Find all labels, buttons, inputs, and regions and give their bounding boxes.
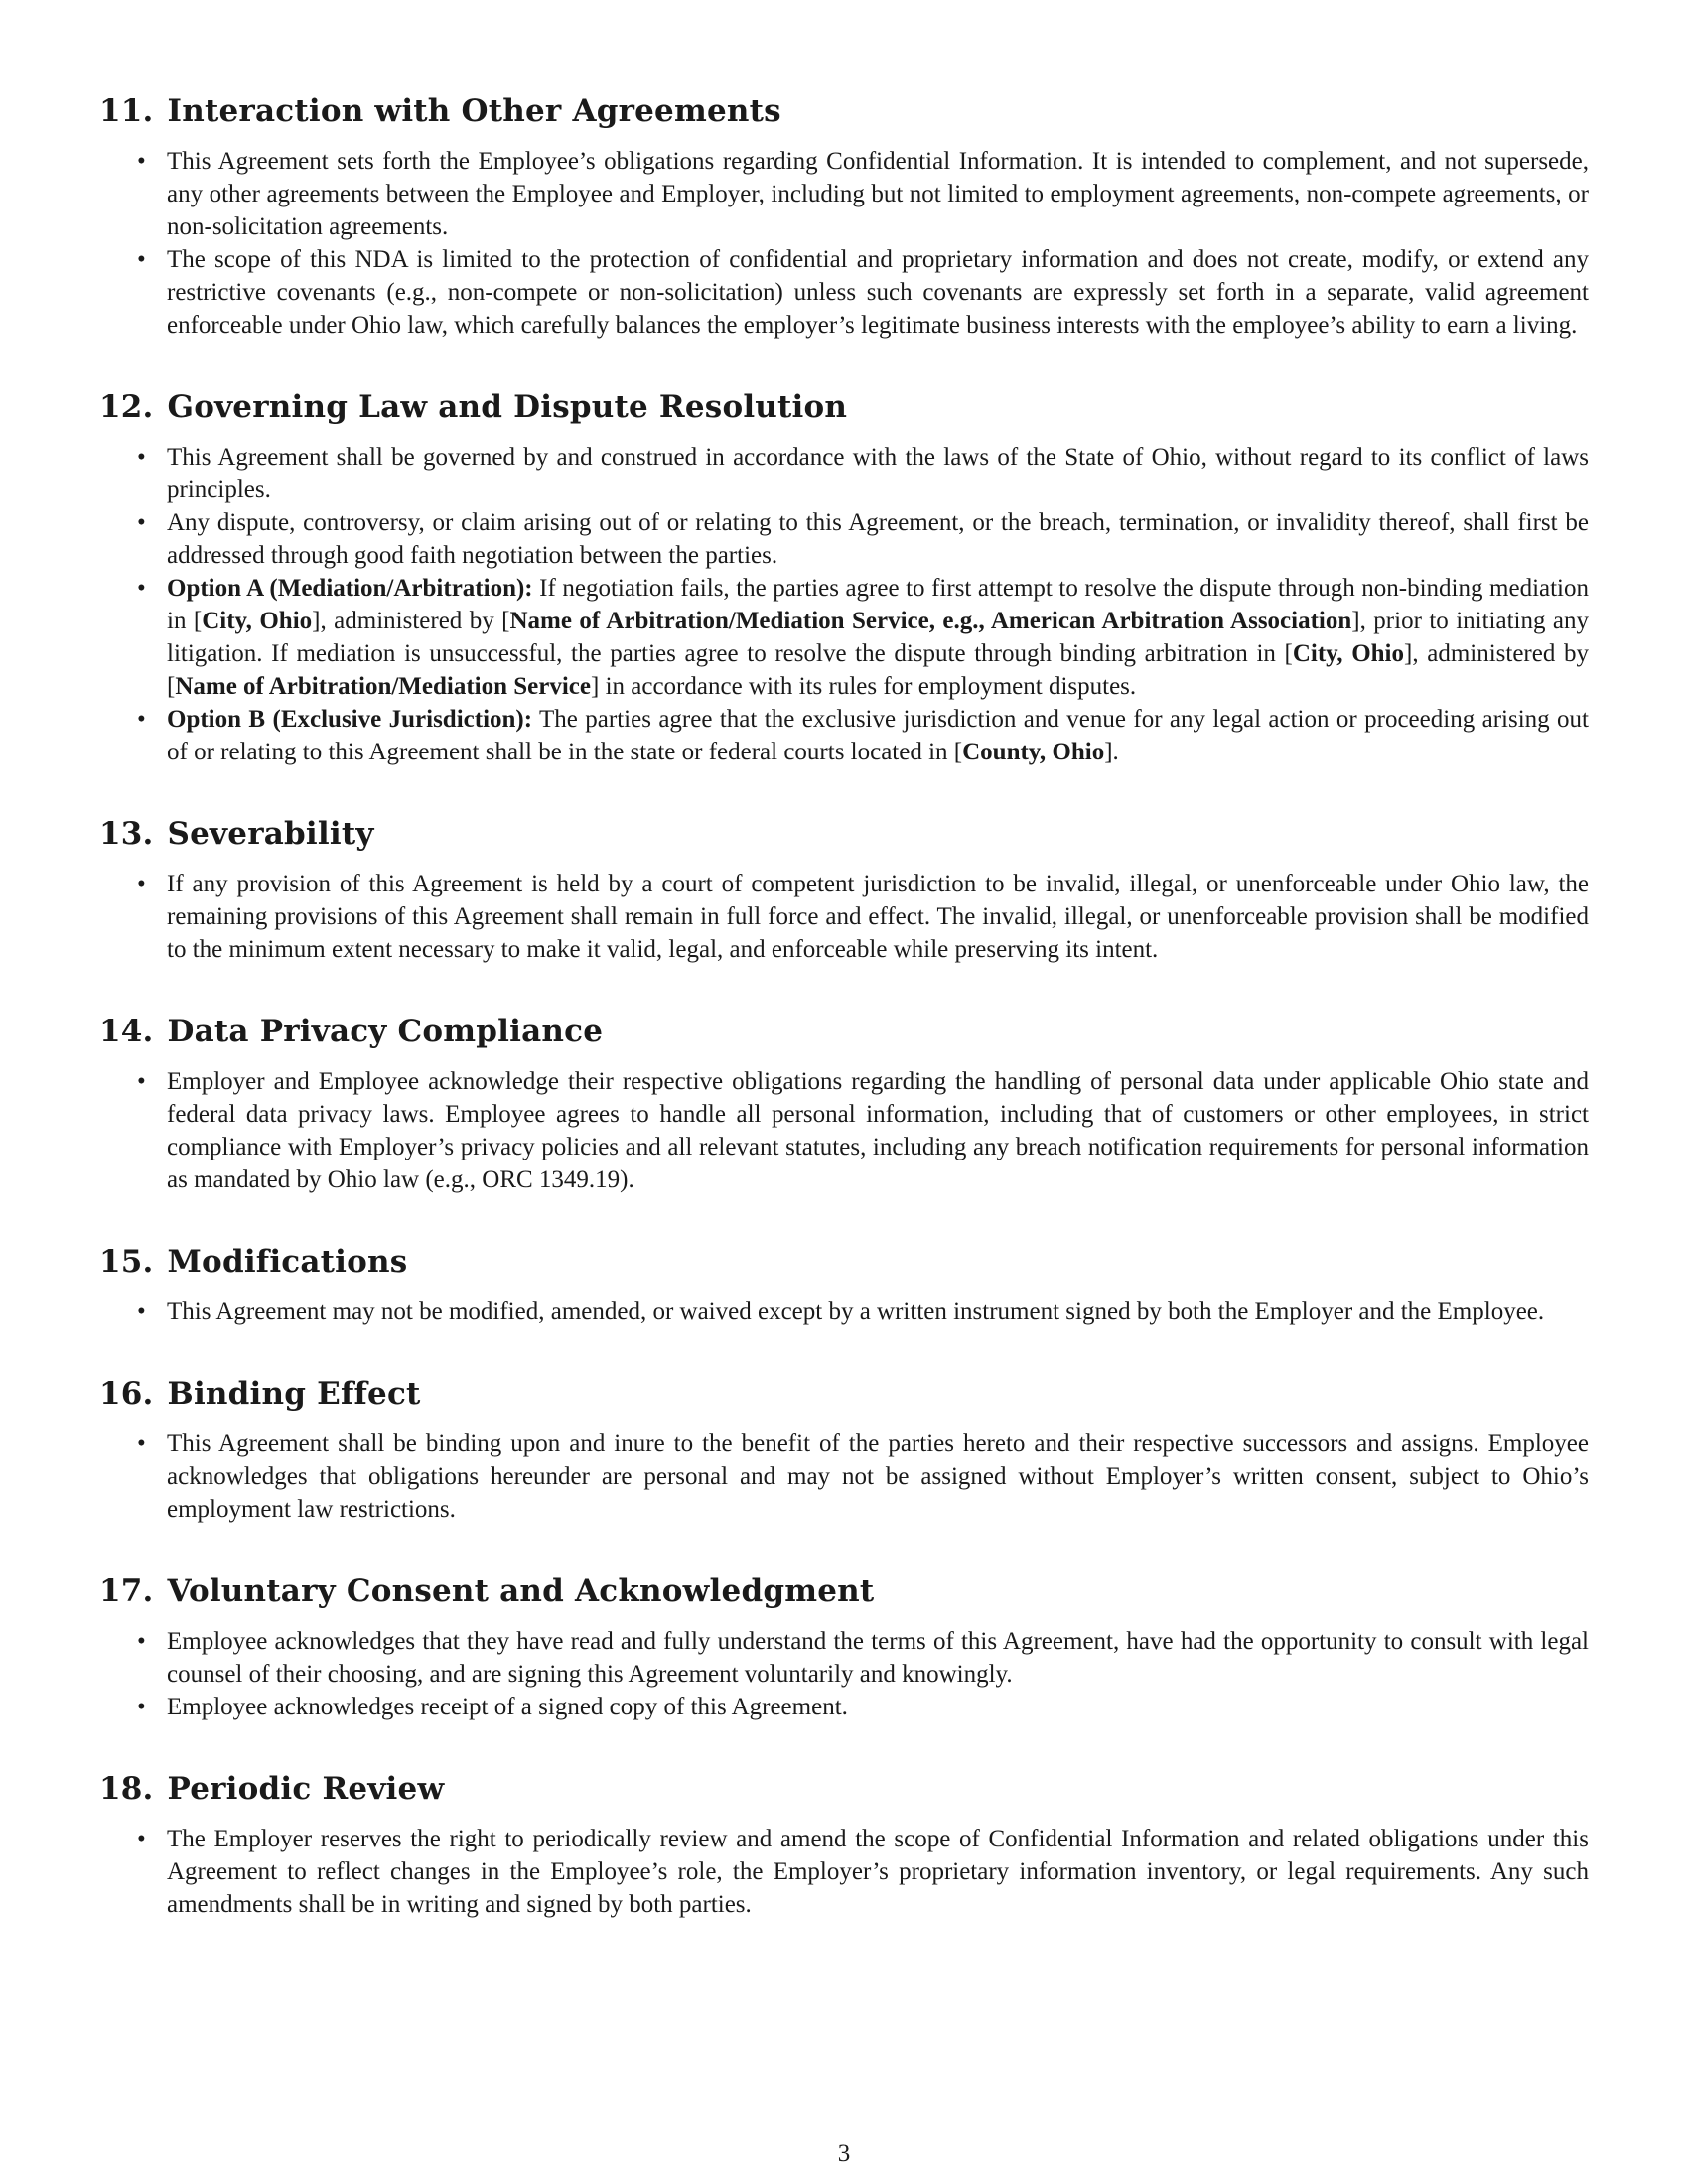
bullet-list	[99, 1823, 1589, 1921]
text-run: If any provision of this Agreement is held by a court of competent jurisdiction to be invalid, illegal, or unenforceable under Ohio law, the remaining provisions of this Agreement shall remain in full force and effect. The invalid, illegal, or unenforceable provision shall be modified to the minimum extent necessary to make it valid, legal, and enforceable while preserving its intent.	[167, 871, 1589, 963]
section-number: 16.	[99, 1376, 154, 1412]
text-run: This Agreement may not be modified, amended, or waived except by a written instrument signed by both the Employer and the Employee.	[167, 1298, 1545, 1325]
bullet-item	[167, 572, 1589, 703]
text-run: The Employer reserves the right to periodically review and amend the scope of Confidential Information and related obligations under this Agreement to reflect changes in the Employee’s role, the Employer’s proprietary information inventory, or legal requirements. Any such amendments shall be in writing and signed by both parties.	[167, 1826, 1589, 1918]
text-run: ], prior to initiating any litigation. If mediation is unsuccessful, the parties agree to resolve the dispute through binding arbitration in [	[167, 608, 1590, 667]
section-title: Severability	[167, 816, 374, 852]
section-number: 15.	[99, 1244, 154, 1280]
text-run: ] in accordance with its rules for employment disputes.	[591, 673, 1137, 700]
text-run: ].	[1104, 739, 1119, 765]
bullet-item	[167, 868, 1589, 966]
bullet-list	[99, 868, 1589, 966]
section-heading	[99, 814, 1589, 854]
text-run: ], administered by [	[312, 608, 510, 634]
section-heading	[99, 1571, 1589, 1611]
section-heading	[99, 1242, 1589, 1282]
section-15	[99, 1242, 1589, 1328]
bullet-item	[167, 1065, 1589, 1196]
section-heading	[99, 387, 1589, 427]
bullet-item	[167, 1296, 1589, 1328]
bullet-list	[99, 145, 1589, 341]
bullet-item	[167, 243, 1589, 341]
bullet-item	[167, 145, 1589, 243]
section-title: Governing Law and Dispute Resolution	[167, 389, 848, 425]
bullet-item	[167, 1823, 1589, 1921]
section-title: Modifications	[167, 1244, 408, 1280]
section-number: 11.	[99, 93, 154, 129]
section-title: Data Privacy Compliance	[167, 1014, 604, 1049]
bullet-item	[167, 703, 1589, 768]
section-heading	[99, 91, 1589, 131]
text-run: The parties agree that the exclusive jurisdiction and venue for any legal action or proceeding arising out of or relating to this Agreement shall be in the state or federal courts located in [	[167, 706, 1589, 765]
section-title: Interaction with Other Agreements	[167, 93, 781, 129]
bullet-list	[99, 441, 1589, 768]
placeholder-service: Name of Arbitration/Mediation Service	[175, 673, 591, 700]
section-13	[99, 814, 1589, 966]
section-17	[99, 1571, 1589, 1723]
option-label: Option A (Mediation/Arbitration):	[167, 575, 533, 602]
page-number: 3	[837, 2140, 851, 2167]
text-run: Employee acknowledges that they have read and fully understand the terms of this Agreement, have had the opportunity to consult with legal counsel of their choosing, and are signing this Agreement voluntarily and knowingly.	[167, 1628, 1589, 1688]
bullet-item	[167, 1625, 1589, 1691]
text-run: Any dispute, controversy, or claim arising out of or relating to this Agreement, or the breach, termination, or invalidity thereof, shall first be addressed through good faith negotiation between the parties.	[167, 509, 1589, 569]
section-number: 12.	[99, 389, 154, 425]
option-label: Option B (Exclusive Jurisdiction):	[167, 706, 533, 733]
section-11	[99, 91, 1589, 341]
bullet-list	[99, 1625, 1589, 1723]
section-heading	[99, 1012, 1589, 1051]
document-page	[99, 91, 1589, 1967]
section-title: Binding Effect	[167, 1376, 421, 1412]
text-run: This Agreement sets forth the Employee’s obligations regarding Confidential Information. It is intended to complement, and not supersede, any other agreements between the Employee and Employer, including but not limited to employment agreements, non-compete agreements, or non-solicitation agreements.	[167, 148, 1589, 240]
section-18	[99, 1769, 1589, 1921]
bullet-list	[99, 1428, 1589, 1526]
bullet-list	[99, 1065, 1589, 1196]
section-12	[99, 387, 1589, 768]
section-heading	[99, 1374, 1589, 1414]
section-16	[99, 1374, 1589, 1526]
placeholder-city: City, Ohio	[1292, 640, 1404, 667]
text-run: This Agreement shall be binding upon and inure to the benefit of the parties hereto and their respective successors and assigns. Employee acknowledges that obligations hereunder are personal and may not be assigned without Employer’s written consent, subject to Ohio’s employment law restrictions.	[167, 1431, 1589, 1523]
bullet-item	[167, 1428, 1589, 1526]
text-run: ], administered by [	[167, 640, 1589, 700]
section-number: 17.	[99, 1573, 154, 1609]
text-run: Employer and Employee acknowledge their respective obligations regarding the handling of personal data under applicable Ohio state and federal data privacy laws. Employee agrees to handle all personal information, including that of customers or other employees, in strict compliance with Employer’s privacy policies and all relevant statutes, including any breach notification requirements for personal information as mandated by Ohio law (e.g., ORC 1349.19).	[167, 1068, 1589, 1193]
section-heading	[99, 1769, 1589, 1809]
section-number: 14.	[99, 1014, 154, 1049]
section-number: 13.	[99, 816, 154, 852]
text-run: This Agreement shall be governed by and construed in accordance with the laws of the State of Ohio, without regard to its conflict of laws principles.	[167, 444, 1589, 503]
placeholder-service: Name of Arbitration/Mediation Service, e.g., American Arbitration Association	[509, 608, 1352, 634]
bullet-item	[167, 506, 1589, 572]
section-14	[99, 1012, 1589, 1196]
bullet-item	[167, 441, 1589, 506]
bullet-list	[99, 1296, 1589, 1328]
section-number: 18.	[99, 1771, 154, 1807]
text-run: Employee acknowledges receipt of a signed copy of this Agreement.	[167, 1694, 848, 1720]
bullet-item	[167, 1691, 1589, 1723]
text-run: If negotiation fails, the parties agree to first attempt to resolve the dispute through non-binding mediation in [	[167, 575, 1590, 634]
section-title: Periodic Review	[167, 1771, 445, 1807]
section-title: Voluntary Consent and Acknowledgment	[167, 1573, 875, 1609]
placeholder-county: County, Ohio	[962, 739, 1105, 765]
text-run: The scope of this NDA is limited to the protection of confidential and proprietary information and does not create, modify, or extend any restrictive covenants (e.g., non-compete or non-solicitation) unless such covenants are expressly set forth in a separate, valid agreement enforceable under Ohio law, which carefully balances the employer’s legitimate business interests with the employee’s ability to earn a living.	[167, 246, 1589, 339]
placeholder-city: City, Ohio	[202, 608, 313, 634]
